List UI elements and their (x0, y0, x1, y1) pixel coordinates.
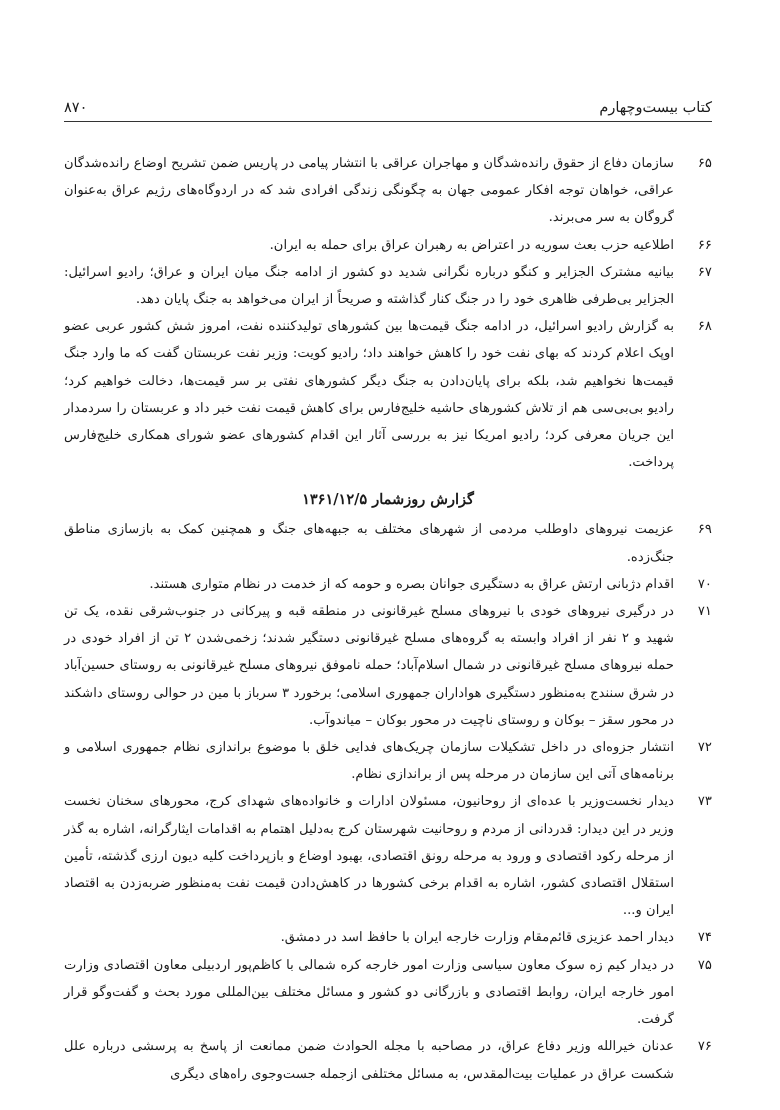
list-item (64, 259, 712, 313)
item-text: دیدار احمد عزیزی قائم‌مقام وزارت خارجه ایران با حافظ اسد در دمشق. (280, 930, 674, 946)
list-item (64, 313, 712, 476)
item-number: ۷۴ (697, 930, 712, 946)
list-item (64, 952, 712, 1034)
item-number: ۶۷ (697, 264, 712, 280)
item-text: سازمان دفاع از حقوق رانده‌شدگان و مهاجران عراقی با انتشار پیامی در پاریس ضمن تشریح اوضاع رانده‌شدگان عراقی، خواهان توجه افکار عمومی جهان به چگونگی زندگی افرادی شد که در اردوگاه‌های رژیم عراق به‌عنوان گروگان به سر می‌برند. (64, 156, 674, 226)
item-text: دیدار نخست‌وزیر با عده‌ای از روحانیون، مسئولان ادارات و خانواده‌های شهدای کرج، محورهای سخنان نخست وزیر در این دیدار: قدردانی از مردم و روحانیت شهرستان کرج به‌دلیل اهتمام به اقدامات ایثارگرانه، اشاره به گذر از مرحله رکود اقتصادی و ورود به مرحله رونق اقتصادی، بهبود اوضاع و بازپرداخت کلیه دیون ارزی گذشته، تأمین استقلال اقتصادی کشور، اشاره به اقدام برخی کشورها در کاهش‌دادن قیمت نفت به‌منظور ضربه‌زدن به اقتصاد ایران و... (64, 794, 674, 919)
running-header (64, 94, 712, 116)
item-text: بیانیه مشترک الجزایر و کنگو درباره نگرانی شدید دو کشور از ادامه جنگ میان ایران و عراق؛ رادیو اسرائیل: الجزایر بی‌طرفی ظاهری خود را در جنگ کنار گذاشته و صریحاً از ایران می‌خواهد به جنگ پایان دهد. (64, 264, 674, 308)
list-item (64, 571, 712, 598)
header-rule (64, 121, 712, 122)
body-text (64, 150, 712, 1088)
section-title: گزارش روزشمار ۱۳۶۱/۱۲/۵ (302, 491, 474, 509)
item-number: ۶۹ (697, 522, 712, 538)
list-item (64, 150, 712, 232)
item-text: عزیمت نیروهای داوطلب مردمی از شهرهای مختلف به جبهه‌های جنگ و همچنین کمک به بازسازی مناطق جنگ‌زده. (64, 522, 674, 565)
list-item (64, 516, 712, 570)
book-title: کتاب بیست‌وچهارم (599, 100, 712, 116)
item-text: در درگیری نیروهای خودی با نیروهای مسلح غیرقانونی در منطقه قبه و پیرکانی در جنوب‌شرقی نقده، یک تن شهید و ۲ نفر از افراد وابسته به گروه‌های مسلح غیرقانونی دستگیر شدند؛ زخمی‌شدن ۲ تن از افراد خودی در حمله نیروهای مسلح غیرقانونی در شمال اسلام‌آباد؛ حمله ناموفق نیروهای مسلح غیرقانونی به روستای حسین‌آباد در شرق سنندج به‌منظور دستگیری هواداران جمهوری اسلامی؛ برخورد ۳ سرباز با مین در حوالی روستای داشکند در محور سقز – بوکان و روستای ناچیت در محور بوکان – میاندوآب. (64, 604, 674, 728)
list-item (64, 924, 712, 951)
item-number: ۶۸ (697, 319, 712, 335)
list-item (64, 734, 712, 788)
item-number: ۷۵ (697, 957, 712, 973)
item-number: ۷۶ (697, 1039, 712, 1055)
item-text: اقدام دژبانی ارتش عراق به دستگیری جوانان بصره و حومه که از خدمت در نظام متواری هستند. (149, 576, 674, 592)
item-text: انتشار جزوه‌ای در داخل تشکیلات سازمان چریک‌های فدایی خلق با موضوع براندازی نظام جمهوری اسلامی و برنامه‌های آتی این سازمان در مرحله پس از براندازی نظام. (64, 740, 674, 783)
page-number: ۸۷۰ (64, 100, 88, 116)
list-item (64, 232, 712, 259)
item-number: ۷۲ (697, 740, 712, 756)
item-text: اطلاعیه حزب بعث سوریه در اعتراض به رهبران عراق برای حمله به ایران. (269, 237, 674, 253)
item-number: ۷۰ (697, 576, 712, 592)
item-number: ۷۱ (697, 604, 712, 620)
list-item (64, 598, 712, 734)
item-text: عدنان خیرالله وزیر دفاع عراق، در مصاحبه با مجله الحوادث ضمن ممانعت از پاسخ به پرسشی درباره علل شکست عراق در عملیات بیت‌المقدس، به مسائل مختلفی ازجمله جست‌وجوی راه‌های دیگری (64, 1039, 674, 1082)
item-text: به گزارش رادیو اسرائیل، در ادامه جنگ قیمت‌ها بین کشورهای تولیدکننده نفت، امروز شش کشور عربی عضو اوپک اعلام کردند که بهای نفت خود را کاهش خواهند داد؛ رادیو کویت: وزیر نفت عربستان گفت که ما وارد جنگ قیمت‌ها نخواهیم شد، بلکه برای پایان‌دادن به جنگ دیگر کشورهای نفتی بر سر قیمت‌ها، دخالت خواهیم کرد؛ رادیو بی‌بی‌سی هم از تلاش کشورهای حاشیه خلیج‌فارس برای کاهش قیمت نفت خبر داد و عربستان را سردمدار این جریان معرفی کرد؛ رادیو امریکا نیز به بررسی آثار این اقدام کشورهای عضو شورای همکاری خلیج‌فارس پرداخت. (64, 319, 674, 471)
list-item (64, 788, 712, 924)
item-number: ۷۳ (697, 794, 712, 810)
item-number: ۶۵ (697, 156, 712, 171)
item-number: ۶۶ (697, 237, 712, 253)
item-text: در دیدار کیم زه سوک معاون سیاسی وزارت امور خارجه کره شمالی با کاظم‌پور اردبیلی معاون اقتصادی وزارت امور خارجه ایران، روابط اقتصادی و بازرگانی دو کشور و مسائل مختلف بین‌المللی مورد بحث و گفت‌وگو قرار گرفت. (64, 957, 674, 1028)
list-item (64, 1033, 712, 1087)
